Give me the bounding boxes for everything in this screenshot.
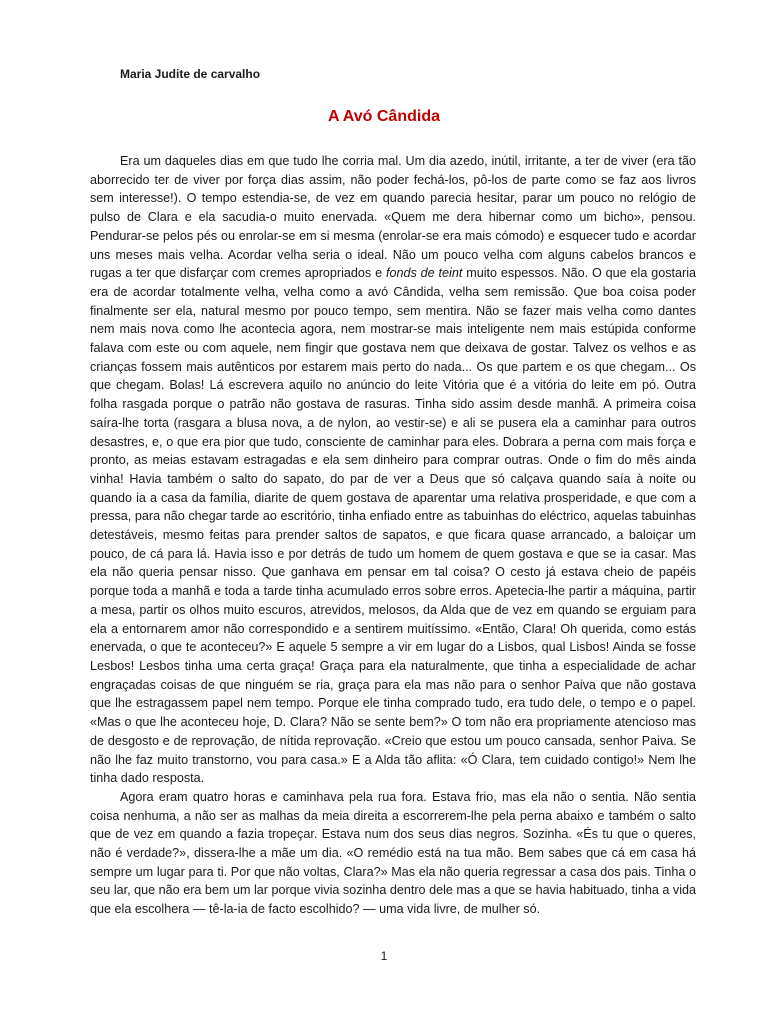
paragraph-1-part-2: muito espessos. Não. O que ela gostaria era de acordar totalmente velha, velha como a avó Cândida, velha sem remissão. Que boa coisa poder finalmente ser ela, natural mesmo por pouco tempo, sem mentira. Não se fazer mais velha como dantes nem mais nova como lhe acontecia agora, nem mostrar-se mais inteligente nem mais estúpida conforme falava com este ou com aquele, nem fingir que gostava nem que deixava de gostar. Talvez os velhos e as crianças fossem mais autênticos por estarem mais perto do nada... Os que partem e os que chegam... Os que chegam. Bolas! Lá escrevera aquilo no anúncio do leite Vitória que é a vitória do leite em pó. Outra folha rasgada porque o patrão não gostava de rasuras. Tinha sido assim desde manhã. A primeira coisa saíra-lhe torta (rasgara a blusa nova, a de nylon, ao vestir-se) e ali se pusera ela a caminhar para outros desastres, e, o que era pior que tudo, consciente de caminhar para eles. Dobrara a perna com mais força e pronto, as meias estavam estragadas e ela sem dinheiro para comprar outras. Onde o fim do mês ainda vinha! Havia também o salto do sapato, do par de ver a Deus que só calçava quando saía à noite ou quando ia a casa da família, diarite de quem gostava de aparentar uma relativa prosperidade, e que com a pressa, para não chegar tarde ao escritório, tinha enfiado entre as tabuinhas do eléctrico, aquelas tabuinhas detestáveis, mesmo feitas para prender saltos de sapatos, e que ficara quase arrancado, a baloiçar um pouco, de cá para lá. Havia isso e por detrás de tudo um homem de quem gostava e que se ia casar. Mas ela não queria pensar nisso. Que ganhava em pensar em tal coisa? O cesto já estava cheio de papéis porque toda a manhã e toda a tarde tinha acumulado erros sobre erros. Apetecia-lhe partir a máquina, partir a mesa, partir os olhos muito escuros, atrevidos, melosos, da Alda que de vez em quando se erguiam para ela a entornarem amor não correspondido e a sentirem muitíssimo. «Então, Clara! Oh querida, como estás enervada, o que te aconteceu?» E aquele 5 sempre a vir em lugar do a Lisbos, qual Lisbos! Ainda se fosse Lesbos! Lesbos tinha uma certa graça! Graça para ela naturalmente, que tinha a especialidade de achar engraçadas coisas de que ninguém se ria, graça para ela mas não para o senhor Paiva que não gostava que lhe estragassem papel nem tempo. Porque ele tinha comprado tudo, era tudo dele, o tempo e o papel. «Mas o que lhe aconteceu hoje, D. Clara? Não se sente bem?» O tom não era propriamente atencioso mas de desgosto e de reprovação, de nítida reprovação. «Creio que estou um pouco cansada, senhor Paiva. Se não lhe faz muito transtorno, vou para casa.» E a Alda tão aflita: «Ó Clara, tem cuidado contigo!» Nem lhe tinha dado resposta. <box>90 266 697 786</box>
story-body <box>90 152 696 919</box>
paragraph-2: Agora eram quatro horas e caminhava pela rua fora. Estava frio, mas ela não o sentia. Não sentia coisa nenhuma, a não ser as malhas da meia direita a escorrerem-lhe pela perna abaixo e também o salto que de vez em quando a fazia tropeçar. Estava num dos seus dias negros. Sozinha. «És tu que o queres, não é verdade?», dissera-lhe a mãe um dia. «O remédio está na tua mão. Bem sabes que cá em casa há sempre um lugar para ti. Por que não voltas, Clara?» Mas ela não queria regressar a casa dos pais. Tinha o seu lar, que não era bem um lar porque vivia sozinha dentro dele mas a que se havia habituado, tinha a vida que ela escolhera — tê-la-ia de facto escolhido? — uma vida livre, de mulher só. <box>90 789 696 917</box>
document-title: A Avó Cândida <box>327 108 440 125</box>
paragraph-1-italic-phrase: fonds de teint <box>385 266 463 281</box>
paragraph-1-part-1: Era um daqueles dias em que tudo lhe corria mal. Um dia azedo, inútil, irritante, a ter de viver (era tão aborrecido ter de viver por força dias assim, não poder fechá-los, pô-los de parte como se faz aos livros sem interesse!). O tempo estendia-se, de vez em quando parecia hesitar, parar um pouco no relógio de pulso de Clara e ela sacudia-o muito enervada. «Quem me dera hibernar como um bicho», pensou. Pendurar-se pelos pés ou enrolar-se em si mesma (enrolar-se era mais cómodo) e esquecer tudo e acordar uns meses mais velha. Acordar velha seria o ideal. Não um pouco velha com alguns cabelos brancos e rugas a ter que disfarçar com cremes apropriados e <box>90 154 696 281</box>
page-number: 1 <box>380 949 388 963</box>
author-name: Maria Judite de carvalho <box>120 67 261 81</box>
paragraph-1 <box>90 152 696 788</box>
